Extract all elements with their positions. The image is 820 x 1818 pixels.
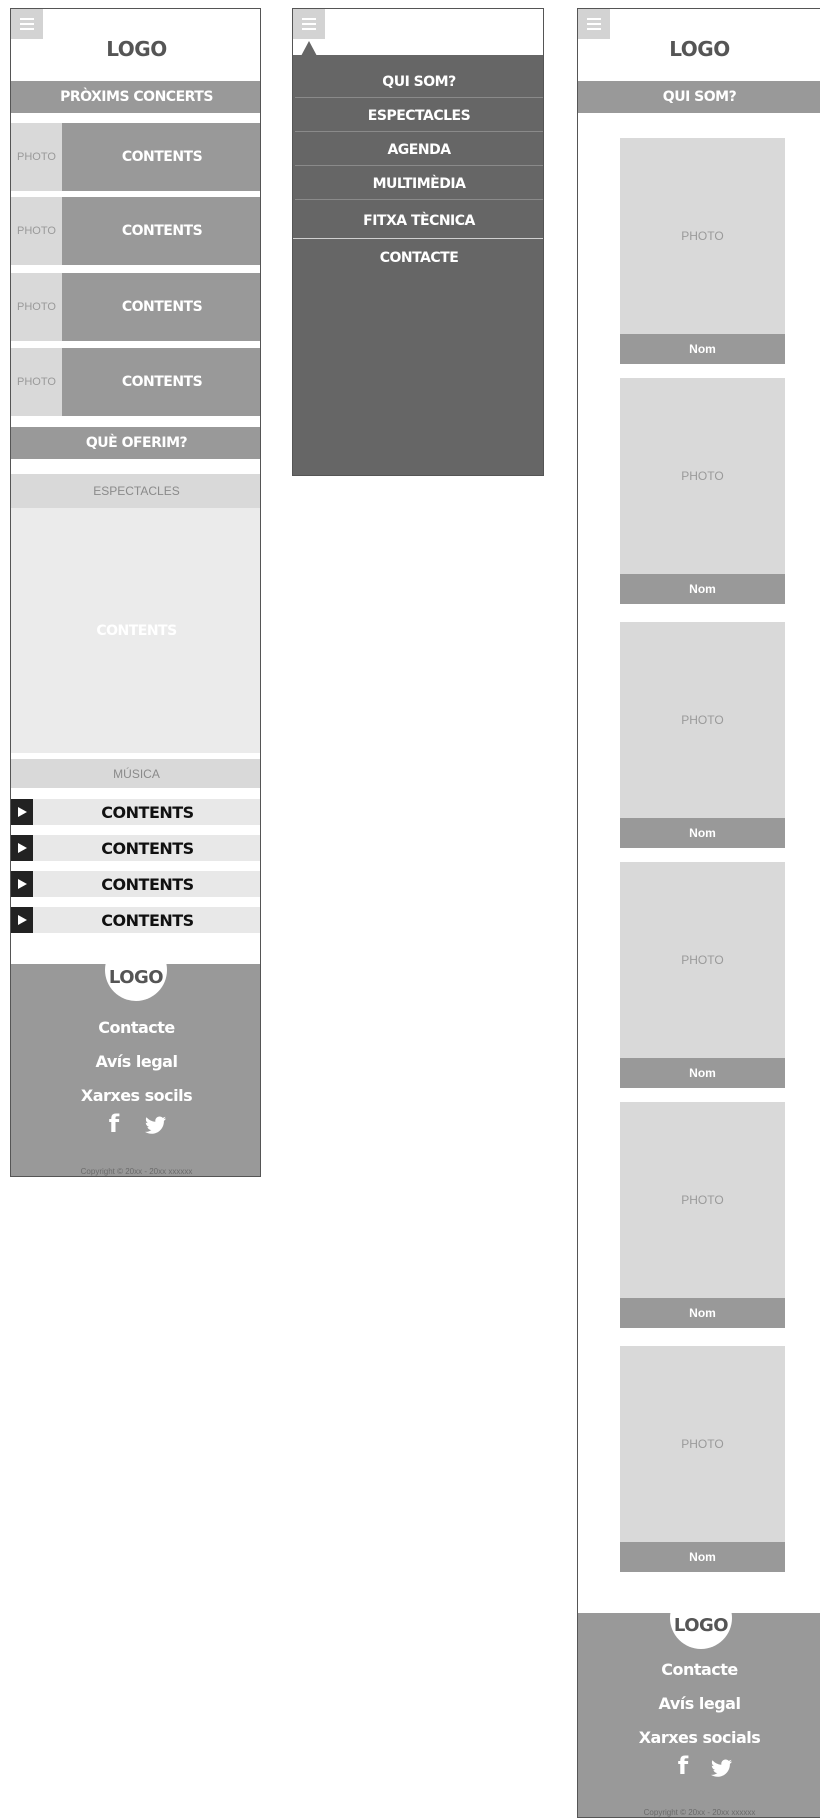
play-icon[interactable] — [11, 835, 33, 861]
member-name: Nom — [620, 334, 785, 364]
twitter-icon[interactable] — [711, 1759, 733, 1777]
photo-placeholder: PHOTO — [620, 138, 785, 334]
track-contents: CONTENTS — [33, 835, 261, 861]
section-title-concerts: PRÒXIMS CONCERTS — [11, 81, 261, 113]
photo-placeholder: PHOTO — [11, 123, 62, 191]
footer-link-xarxes[interactable]: Xarxes socils — [80, 1085, 193, 1105]
photo-placeholder: PHOTO — [620, 1346, 785, 1542]
member-name: Nom — [620, 818, 785, 848]
music-track[interactable] — [11, 835, 261, 861]
musica-header[interactable]: MÚSICA — [11, 759, 261, 788]
copyright: Copyright © 20xx - 20xx xxxxxx — [80, 1166, 193, 1176]
music-track[interactable] — [11, 799, 261, 825]
divider — [293, 238, 544, 239]
copyright: Copyright © 20xx - 20xx xxxxxx — [643, 1807, 756, 1817]
facebook-icon[interactable]: f — [108, 1110, 120, 1138]
menu-screen — [292, 8, 544, 476]
section-title-offer: QUÈ OFERIM? — [11, 427, 261, 459]
menu-item-fitxa-tecnica[interactable]: FITXA TÈCNICA — [363, 213, 475, 229]
play-icon[interactable] — [11, 799, 33, 825]
qui-som-screen — [577, 8, 820, 1818]
track-contents: CONTENTS — [33, 871, 261, 897]
concert-card[interactable] — [11, 197, 261, 265]
menu-item-contacte[interactable]: CONTACTE — [379, 250, 459, 266]
concert-contents: CONTENTS — [62, 197, 261, 265]
menu-item-espectacles[interactable]: ESPECTACLES — [367, 108, 471, 124]
member-name: Nom — [620, 1058, 785, 1088]
divider — [295, 97, 543, 98]
photo-placeholder: PHOTO — [11, 273, 62, 341]
member-name: Nom — [620, 574, 785, 604]
concert-card[interactable] — [11, 273, 261, 341]
photo-placeholder: PHOTO — [620, 862, 785, 1058]
photo-placeholder: PHOTO — [620, 622, 785, 818]
section-title-qui-som: QUI SOM? — [578, 81, 820, 113]
menu-icon[interactable] — [293, 9, 325, 39]
nav-menu — [293, 55, 544, 476]
logo[interactable]: LOGO — [669, 37, 730, 61]
track-contents: CONTENTS — [33, 907, 261, 933]
menu-item-multimedia[interactable]: MULTIMÈDIA — [372, 176, 466, 192]
play-icon[interactable] — [11, 871, 33, 897]
member-card[interactable] — [620, 378, 785, 604]
concert-contents: CONTENTS — [62, 273, 261, 341]
member-card[interactable] — [620, 862, 785, 1088]
member-card[interactable] — [620, 622, 785, 848]
concert-card[interactable] — [11, 123, 261, 191]
footer-link-xarxes[interactable]: Xarxes socials — [638, 1727, 761, 1747]
concert-contents: CONTENTS — [62, 123, 261, 191]
footer-link-avis-legal[interactable]: Avís legal — [658, 1693, 741, 1713]
music-track[interactable] — [11, 907, 261, 933]
concert-contents: CONTENTS — [62, 348, 261, 416]
photo-placeholder: PHOTO — [620, 378, 785, 574]
photo-placeholder: PHOTO — [11, 197, 62, 265]
divider — [295, 131, 543, 132]
footer-logo[interactable]: LOGO — [105, 939, 167, 1001]
twitter-icon[interactable] — [145, 1116, 167, 1134]
menu-item-agenda[interactable]: AGENDA — [387, 142, 451, 158]
home-screen — [10, 8, 261, 1177]
divider — [295, 165, 543, 166]
music-track[interactable] — [11, 871, 261, 897]
member-card[interactable] — [620, 138, 785, 364]
menu-item-qui-som[interactable]: QUI SOM? — [382, 74, 456, 90]
facebook-icon[interactable]: f — [677, 1752, 689, 1780]
logo[interactable]: LOGO — [106, 37, 167, 61]
footer-logo[interactable]: LOGO — [670, 1587, 732, 1649]
member-card[interactable] — [620, 1346, 785, 1572]
footer-link-contacte[interactable]: Contacte — [661, 1659, 738, 1679]
divider — [295, 199, 543, 200]
espectacles-header[interactable]: ESPECTACLES — [11, 474, 261, 508]
footer-link-avis-legal[interactable]: Avís legal — [95, 1051, 178, 1071]
espectacles-contents: CONTENTS — [11, 508, 261, 753]
concert-card[interactable] — [11, 348, 261, 416]
photo-placeholder: PHOTO — [11, 348, 62, 416]
play-icon[interactable] — [11, 907, 33, 933]
footer-link-contacte[interactable]: Contacte — [98, 1017, 175, 1037]
photo-placeholder: PHOTO — [620, 1102, 785, 1298]
member-name: Nom — [620, 1542, 785, 1572]
menu-pointer — [301, 41, 317, 56]
track-contents: CONTENTS — [33, 799, 261, 825]
member-card[interactable] — [620, 1102, 785, 1328]
member-name: Nom — [620, 1298, 785, 1328]
